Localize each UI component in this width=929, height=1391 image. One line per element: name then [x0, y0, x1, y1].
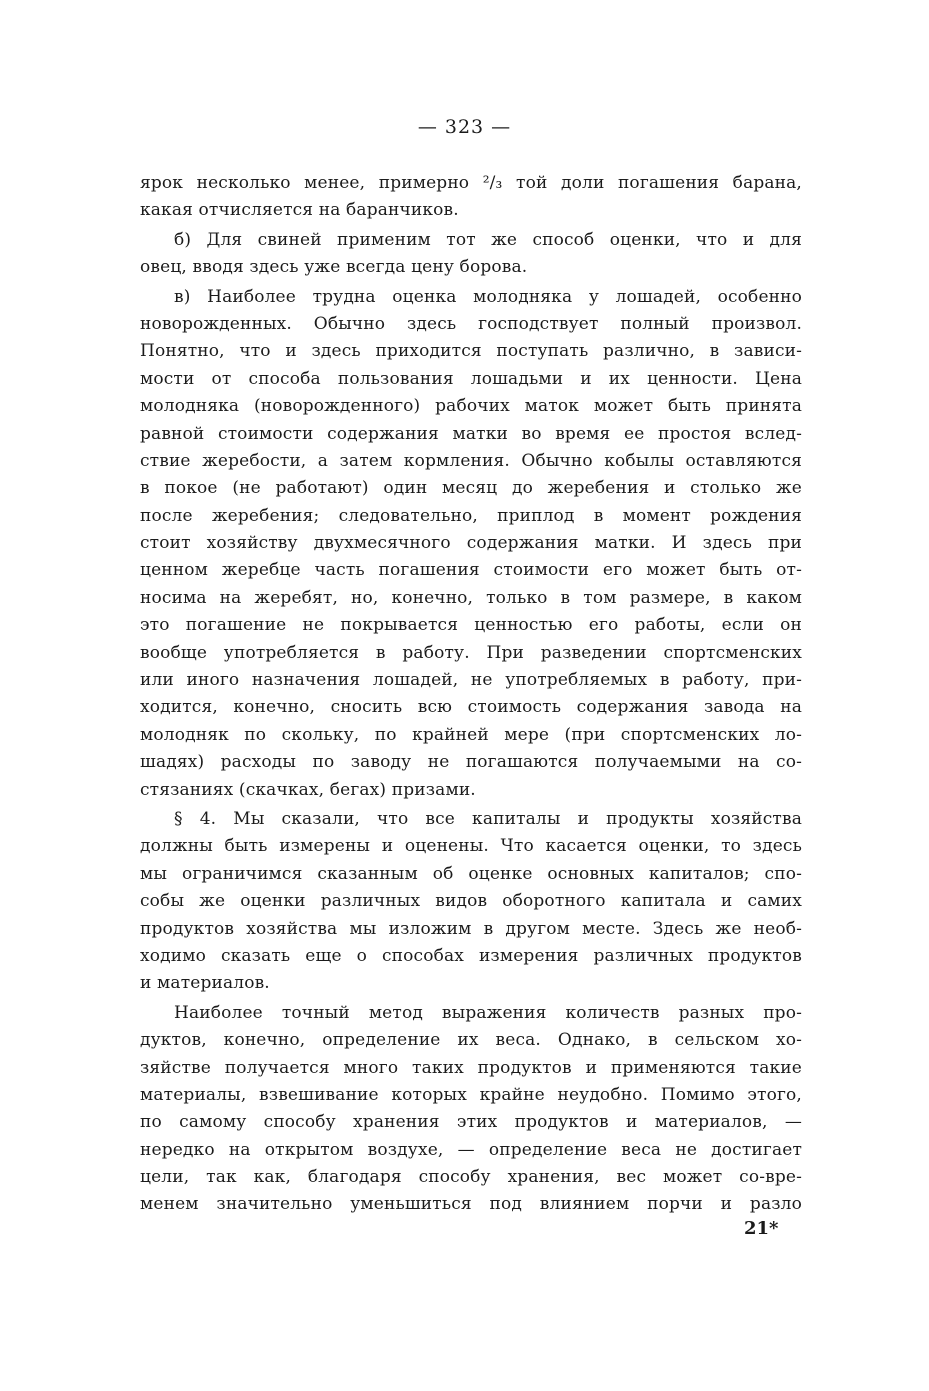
text-line: собы же оценки различных видов оборотного капитала и самих [140, 891, 802, 912]
text-line: Понятно, что и здесь приходится поступать различно, в зависи- [140, 341, 802, 362]
text-line: ходится, конечно, сносить всю стоимость содержания завода на [140, 697, 802, 718]
text-line: нередко на открытом воздухе, — определение веса не достигает [140, 1139, 802, 1160]
text-line: § 4. Мы сказали, что все капиталы и продукты хозяйства [174, 808, 802, 829]
signature-mark: 21* [744, 1218, 779, 1239]
text-line: продуктов хозяйства мы изложим в другом месте. Здесь же необ- [140, 918, 802, 939]
text-line: вообще употребляется в работу. При разведении спортсменских [140, 642, 802, 663]
text-line: б) Для свиней применим тот же способ оценки, что и для [174, 229, 802, 250]
text-line: шадях) расходы по заводу не погашаются получаемыми на со- [140, 752, 802, 773]
page-number: — 323 — [417, 116, 512, 138]
text-line: стязаниях (скачках, бегах) призами. [140, 779, 476, 800]
text-line: это погашение не покрывается ценностью его работы, если он [140, 615, 802, 636]
text-line: менем значительно уменьшиться под влиянием порчи и разло [140, 1194, 802, 1215]
text-line: Наиболее точный метод выражения количеств разных про- [174, 1002, 802, 1023]
text-line: какая отчисляется на баранчиков. [140, 200, 459, 221]
text-line: мости от способа пользования лошадьми и их ценности. Цена [140, 368, 802, 389]
text-line: носима на жеребят, но, конечно, только в том размере, в каком [140, 587, 802, 608]
text-line: ствие жеребости, а затем кормления. Обычно кобылы оставляются [140, 450, 802, 471]
text-line: мы ограничимся сказанным об оценке основных капиталов; спо- [140, 863, 802, 884]
text-line: цели, так как, благодаря способу хранения, вес может со-вре- [140, 1167, 802, 1188]
text-line: овец, вводя здесь уже всегда цену борова. [140, 257, 528, 278]
text-line: молодняка (новорожденного) рабочих маток может быть принята [140, 396, 802, 417]
text-line: материалы, взвешивание которых крайне неудобно. Помимо этого, [140, 1084, 802, 1105]
text-line: ярок несколько менее, примерно ²/₃ той доли погашения барана, [140, 173, 802, 193]
body-text [140, 170, 802, 1219]
text-line: по самому способу хранения этих продуктов и материалов, — [140, 1112, 802, 1133]
text-line: ценном жеребце часть погашения стоимости его может быть от- [140, 560, 802, 581]
text-line: равной стоимости содержания матки во время ее простоя вслед- [140, 423, 802, 444]
text-line: должны быть измерены и оценены. Что касается оценки, то здесь [140, 836, 802, 857]
text-line: стоит хозяйству двухмесячного содержания матки. И здесь при [140, 533, 802, 554]
text-line: в) Наиболее трудна оценка молодняка у лошадей, особенно [174, 286, 802, 307]
text-line: новорожденных. Обычно здесь господствует полный произвол. [140, 313, 802, 334]
text-line: или иного назначения лошадей, не употребляемых в работу, при- [140, 670, 802, 691]
text-line: в покое (не работают) один месяц до жеребения и столько же [140, 478, 802, 499]
text-line: ходимо сказать еще о способах измерения различных продуктов [140, 945, 802, 966]
text-line: и материалов. [140, 973, 270, 994]
text-line: дуктов, конечно, определение их веса. Однако, в сельском хо- [140, 1030, 802, 1051]
text-line: зяйстве получается много таких продуктов и применяются такие [140, 1057, 802, 1078]
text-line: молодняк по скольку, по крайней мере (при спортсменских ло- [140, 724, 802, 745]
text-line: после жеребения; следовательно, приплод в момент рождения [140, 505, 802, 526]
